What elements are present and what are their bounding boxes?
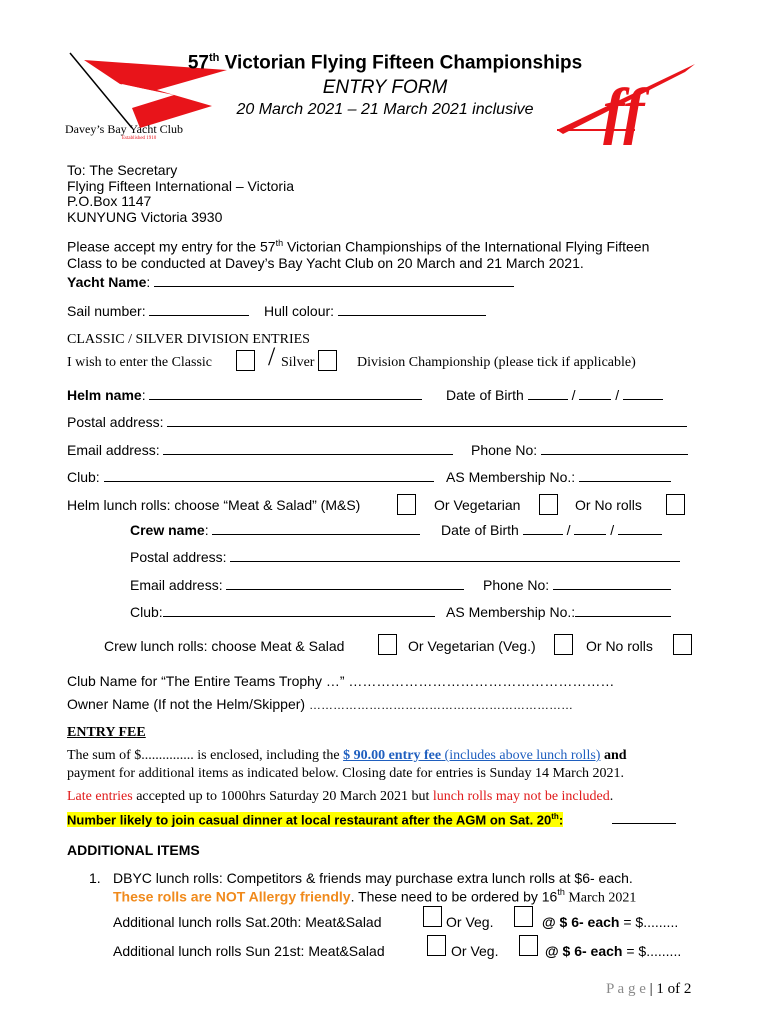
sun-ms-checkbox[interactable] — [427, 935, 446, 956]
helm-as-field[interactable] — [579, 469, 671, 482]
entry-fee-heading: ENTRY FEE — [67, 725, 146, 740]
crew-name-label: Crew name — [130, 522, 205, 538]
crew-ms-checkbox[interactable] — [378, 634, 397, 655]
helm-dob-day-field[interactable] — [528, 387, 568, 400]
helm-name-label: Helm name — [67, 387, 142, 403]
hull-colour-row — [264, 303, 486, 319]
owner-name-label: Owner Name (If not the Helm/Skipper) — [67, 696, 306, 712]
crew-name-field[interactable] — [212, 522, 420, 535]
crew-veg-checkbox[interactable] — [554, 634, 573, 655]
helm-phone-row — [471, 442, 688, 458]
address-line: Flying Fifteen International – Victoria — [67, 177, 294, 194]
crew-veg-label: Or Vegetarian (Veg.) — [408, 638, 536, 654]
helm-club-label: Club: — [67, 469, 100, 485]
helm-name-row: Helm name: — [67, 387, 422, 403]
dinner-number-field[interactable] — [612, 811, 676, 824]
division-tail: Division Championship (please tick if applicable) — [357, 355, 636, 370]
sun-veg-label: Or Veg. — [451, 943, 499, 959]
division-heading: CLASSIC / SILVER DIVISION ENTRIES — [67, 332, 310, 347]
hull-colour-field[interactable] — [338, 303, 486, 316]
crew-email-field[interactable] — [226, 577, 464, 590]
club-logo-subtext: Established 1910 — [122, 136, 157, 141]
sat-rolls-label: Additional lunch rolls Sat.20th: Meat&Salad — [113, 914, 382, 930]
helm-name-field[interactable] — [149, 387, 422, 400]
classic-checkbox[interactable] — [236, 350, 255, 371]
crew-as-field[interactable] — [575, 604, 671, 617]
helm-as-label: AS Membership No.: — [446, 469, 576, 485]
event-dates: 20 March 2021 – 21 March 2021 inclusive — [236, 101, 534, 118]
helm-dob-year-field[interactable] — [623, 387, 663, 400]
helm-veg-label: Or Vegetarian — [434, 497, 521, 513]
page-number: P a g e | 1 of 2 — [606, 981, 692, 997]
crew-name-row: Crew name: — [130, 522, 420, 538]
crew-club-label: Club: — [130, 604, 163, 620]
silver-label: Silver — [281, 355, 315, 370]
owner-name-field[interactable]: ………………………………………………………… — [308, 698, 573, 712]
crew-phone-row — [483, 577, 671, 593]
helm-norolls-checkbox[interactable] — [666, 494, 685, 515]
sat-veg-label: Or Veg. — [446, 914, 494, 930]
sail-number-label: Sail number: — [67, 303, 146, 319]
division-intro: I wish to enter the Classic — [67, 355, 213, 370]
sail-number-field[interactable] — [149, 303, 249, 316]
club-logo-text: Davey’s Bay Yacht Club — [65, 122, 183, 136]
crew-dob-day-field[interactable] — [523, 522, 563, 535]
yacht-name-label: Yacht Name — [67, 274, 147, 290]
sun-rolls-label: Additional lunch rolls Sun 21st: Meat&Salad — [113, 943, 385, 959]
crew-postal-label: Postal address: — [130, 549, 227, 565]
yacht-name-field[interactable] — [154, 274, 514, 287]
sail-number-row — [67, 303, 249, 319]
additional-items-heading: ADDITIONAL ITEMS — [67, 842, 200, 858]
crew-norolls-checkbox[interactable] — [673, 634, 692, 655]
helm-email-field[interactable] — [163, 442, 453, 455]
silver-checkbox[interactable] — [318, 350, 337, 371]
form-subtitle: ENTRY FORM — [322, 77, 448, 98]
crew-phone-label: Phone No: — [483, 577, 550, 593]
crew-as-label: AS Membership No.: — [446, 604, 576, 620]
helm-dob-month-field[interactable] — [579, 387, 611, 400]
trophy-club-field[interactable]: ………………………………………………… — [348, 673, 615, 689]
helm-club-row — [67, 469, 434, 485]
crew-dob-label: Date of Birth — [441, 522, 519, 538]
hull-colour-label: Hull colour: — [264, 303, 335, 319]
secretary-address — [67, 163, 294, 225]
helm-norolls-label: Or No rolls — [575, 497, 642, 513]
crew-phone-field[interactable] — [553, 577, 671, 590]
address-line: KUNYUNG Victoria 3930 — [67, 208, 223, 225]
sat-veg-checkbox[interactable] — [514, 906, 533, 927]
crew-postal-row — [130, 549, 680, 565]
helm-postal-label: Postal address: — [67, 414, 164, 430]
fee-closing-line: payment for additional items as indicated below. Closing date for entries is Sunday 14 March 2021. — [67, 766, 625, 781]
owner-name-row — [67, 696, 573, 712]
helm-veg-checkbox[interactable] — [539, 494, 558, 515]
dinner-line: Number likely to join casual dinner at local restaurant after the AGM on Sat. 20th: — [67, 812, 564, 828]
helm-postal-row — [67, 414, 687, 430]
helm-phone-field[interactable] — [541, 442, 688, 455]
entry-intro: Please accept my entry for the 57th Victorian Championships of the International Flying Fifteen Class to be conducted at Davey’s Bay Yacht Club on 20 March and 21 March 2021. — [67, 238, 650, 271]
late-entries-line: Late entries accepted up to 1000hrs Saturday 20 March 2021 but lunch rolls may not be included. — [67, 789, 614, 804]
crew-postal-field[interactable] — [230, 549, 680, 562]
fee-sum-line: The sum of $............... is enclosed, including the $ 90.00 entry fee (includes above lunch rolls) and — [67, 748, 627, 763]
helm-dob-label: Date of Birth — [446, 387, 524, 403]
item-number: 1. — [89, 870, 101, 886]
helm-postal-field[interactable] — [167, 414, 687, 427]
yacht-name-row: Yacht Name: — [67, 274, 514, 290]
address-line: P.O.Box 1147 — [67, 193, 152, 209]
helm-phone-label: Phone No: — [471, 442, 538, 458]
crew-email-row — [130, 577, 464, 593]
crew-email-label: Email address: — [130, 577, 223, 593]
crew-dob-row: Date of Birth / / — [441, 522, 662, 538]
helm-ms-checkbox[interactable] — [397, 494, 416, 515]
division-slash: / — [268, 342, 276, 371]
lunch-rolls-info: DBYC lunch rolls: Competitors & friends may purchase extra lunch rolls at $6- each. — [113, 870, 633, 886]
trophy-club-row — [67, 673, 614, 689]
sun-veg-checkbox[interactable] — [519, 935, 538, 956]
trophy-club-label: Club Name for “The Entire Teams Trophy …” — [67, 673, 345, 689]
sun-price: @ $ 6- each = $......... — [545, 943, 682, 959]
helm-dob-row: Date of Birth / / — [446, 387, 663, 403]
svg-text:ff: ff — [603, 75, 645, 145]
crew-club-row — [130, 604, 435, 620]
crew-norolls-label: Or No rolls — [586, 638, 653, 654]
helm-email-row — [67, 442, 453, 458]
crew-dob-year-field[interactable] — [618, 522, 662, 535]
helm-email-label: Email address: — [67, 442, 160, 458]
sat-price: @ $ 6- each = $......... — [542, 914, 679, 930]
sat-ms-checkbox[interactable] — [423, 906, 442, 927]
crew-as-row — [446, 604, 671, 620]
crew-club-field[interactable] — [163, 604, 435, 617]
address-line: To: The Secretary — [67, 162, 178, 178]
helm-club-field[interactable] — [104, 469, 434, 482]
helm-as-row — [446, 469, 671, 485]
crew-dob-month-field[interactable] — [574, 522, 606, 535]
allergy-warning-line: These rolls are NOT Allergy friendly. These need to be ordered by 16th March 2021 — [113, 887, 637, 906]
helm-lunch-label: Helm lunch rolls: choose “Meat & Salad” (M&S) — [67, 497, 361, 513]
crew-lunch-label: Crew lunch rolls: choose Meat & Salad — [104, 638, 345, 654]
page-title: 57th Victorian Flying Fifteen Championships — [187, 52, 583, 74]
